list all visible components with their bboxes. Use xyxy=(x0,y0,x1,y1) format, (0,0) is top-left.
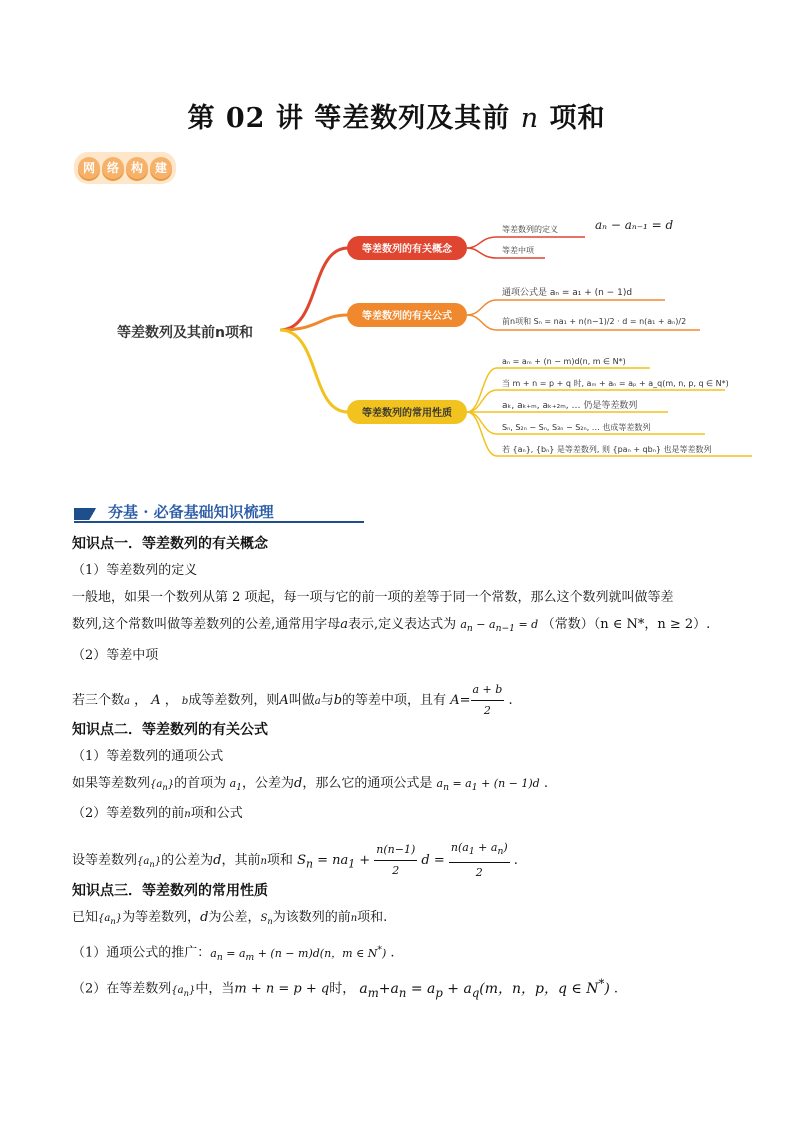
k2-para2: 设等差数列$\{a_n\}$的公差为d，其前n项和 $S_n = na_1$ + $\frac{n(n-1)}{2}$ d = $\frac{n(a_1 + a_n)}{2}$ . xyxy=(72,838,518,883)
k1-para3: 若三个数a ， A ， b成等差数列，则A叫做a与b的等差中项，且有 A= $\frac{a + b}{2}$ . xyxy=(72,680,513,721)
branch-label: 等差数列的常用性质 xyxy=(362,408,452,419)
section-title: 夯基 · 必备基础知识梳理 xyxy=(108,503,274,521)
section-header xyxy=(74,500,364,524)
badge-char: 络 xyxy=(102,157,124,179)
k3-para1: 已知$\{a_n\}$为等差数列，d为公差，$S_n$为该数列的前n项和. xyxy=(72,910,388,926)
k2-heading: 知识点二．等差数列的有关公式 xyxy=(72,722,268,738)
k1-para1: 一般地，如果一个数列从第 2 项起，每一项与它的前一项的差等于同一个常数，那么这个数列就叫做等差 xyxy=(72,590,674,605)
leaf-text: aₖ, aₖ₊ₘ, aₖ₊₂ₘ, … 仍是等差数列 xyxy=(502,401,638,411)
leaf-text: 等差中项 xyxy=(502,246,534,255)
badge-char: 建 xyxy=(150,157,172,179)
connector xyxy=(280,330,348,412)
k1-heading: 知识点一．等差数列的有关概念 xyxy=(72,536,268,552)
k2-sub1: （1）等差数列的通项公式 xyxy=(72,749,224,764)
k2-para1: 如果等差数列$\{a_n\}$的首项为 $a_1$，公差为d，那么它的通项公式是 $a_n = a_1 + (n - 1)d$ . xyxy=(72,776,548,794)
leaf-formula: aₙ − aₙ₋₁ = d xyxy=(595,218,674,232)
leaf-text: 通项公式是 aₙ = a₁ + (n − 1)d xyxy=(502,288,633,298)
k3-heading: 知识点三．等差数列的常用性质 xyxy=(72,883,268,899)
leaf-text: 当 m + n = p + q 时, aₘ + aₙ = aₚ + a_q(m, n, p, q ∈ N*) xyxy=(502,379,729,388)
page-title: 第 02 讲 等差数列及其前 n 项和 xyxy=(187,103,606,134)
k1-para2: 数列,这个常数叫做等差数列的公差,通常用字母a表示,定义表达式为 $a_n - a_{n-1} = d$ （常数）（n ∈ N*，n ≥ 2）. xyxy=(72,617,711,635)
mindmap-root: 等差数列及其前n项和 xyxy=(117,325,253,341)
connector xyxy=(467,300,665,315)
leaf-text: 若 {aₙ}, {bₙ} 是等差数列, 则 {paₙ + qbₙ} 也是等差数列 xyxy=(502,445,712,454)
mind-map xyxy=(0,0,793,500)
badge-char: 构 xyxy=(126,157,148,179)
k1-sub2: （2）等差中项 xyxy=(72,648,159,663)
section-underline xyxy=(74,521,364,523)
k3-item2: （2）在等差数列$\{a_n\}$中，当m + n = p + q时， $a_m+a_n = a_p + a_q(m$，n，p，q ∈ N*) . xyxy=(72,976,619,1000)
k3-item1: （1）通项公式的推广：$a_n = a_m + (n - m)d(n$，m ∈ N*) . xyxy=(72,944,395,963)
section-stripe xyxy=(74,508,104,520)
branch-label: 等差数列的有关概念 xyxy=(362,244,452,255)
leaf-text: 前n项和 Sₙ = na₁ + n(n−1)/2 · d = n(a₁ + aₙ)/2 xyxy=(502,317,687,326)
leaf-text: aₙ = aₘ + (n − m)d(n, m ∈ N*) xyxy=(502,357,626,366)
k1-sub1: （1）等差数列的定义 xyxy=(72,563,198,578)
leaf-text: Sₙ, S₂ₙ − Sₙ, S₃ₙ − S₂ₙ, … 也成等差数列 xyxy=(502,423,651,432)
branch-label: 等差数列的有关公式 xyxy=(362,311,452,322)
badge-char: 网 xyxy=(78,157,100,179)
k2-sub2: （2）等差数列的前n项和公式 xyxy=(72,806,243,821)
leaf-text: 等差数列的定义 xyxy=(502,225,558,234)
connector xyxy=(280,248,348,330)
